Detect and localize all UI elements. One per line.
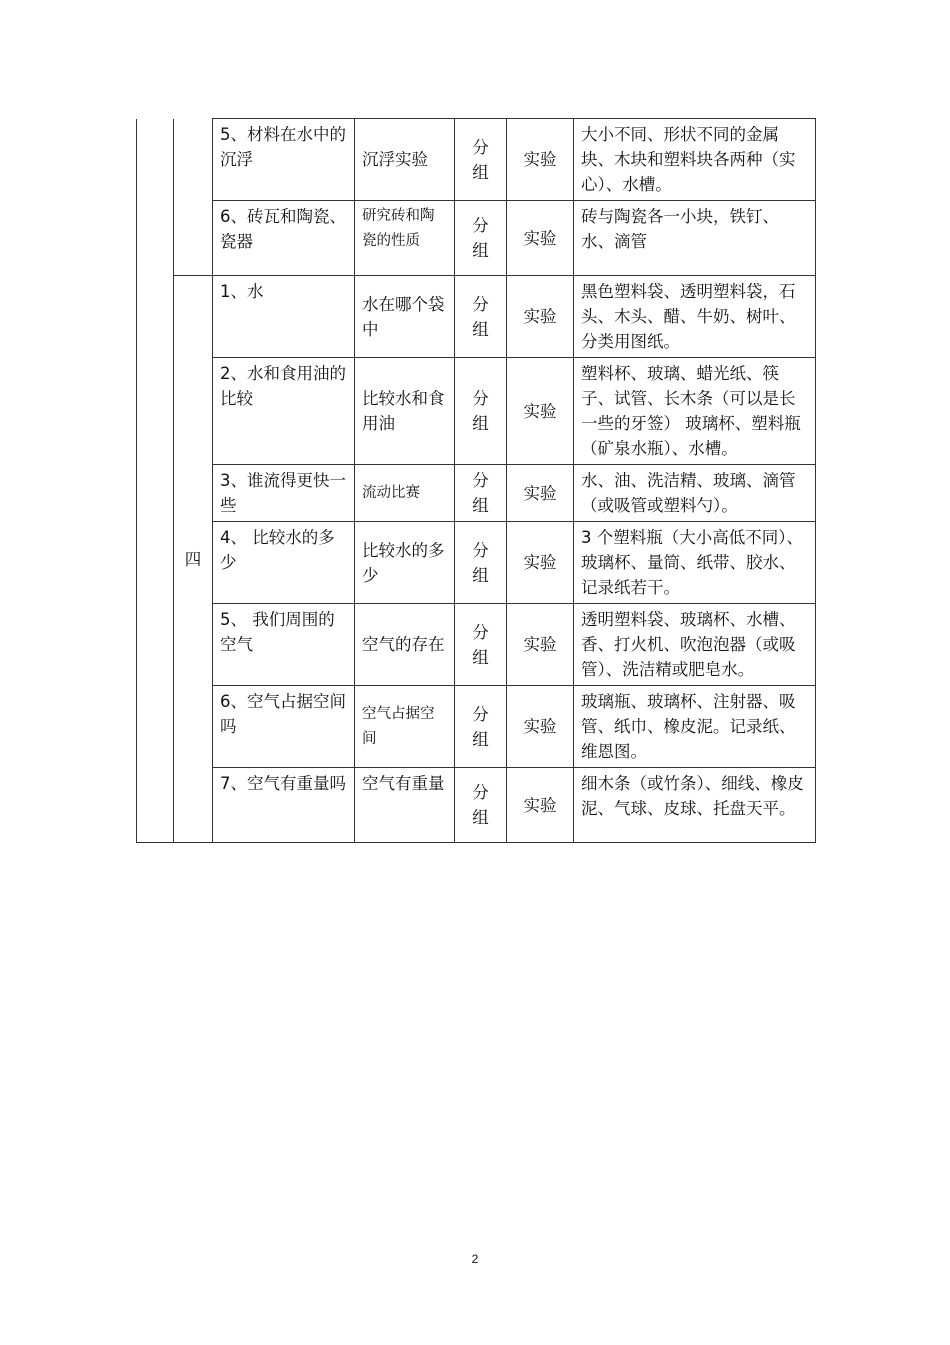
activity-cell: 空气占据空间 — [355, 686, 455, 768]
unit-cell: 四 — [174, 276, 213, 843]
table-row — [137, 768, 816, 843]
organization-cell: 分组 — [455, 119, 507, 201]
table-row — [137, 465, 816, 522]
materials-cell: 塑料杯、玻璃、蜡光纸、筷子、试管、长木条（可以是长一些的牙签） 玻璃杯、塑料瓶（矿泉水瓶）、水槽。 — [574, 358, 816, 465]
organization-cell: 分组 — [455, 201, 507, 276]
experiment-table — [136, 118, 816, 843]
materials-cell: 大小不同、形状不同的金属块、木块和塑料块各两种（实心）、水槽。 — [574, 119, 816, 201]
table-row — [137, 119, 816, 201]
materials-cell: 细木条（或竹条）、细线、橡皮泥、气球、皮球、托盘天平。 — [574, 768, 816, 843]
table-row — [137, 276, 816, 358]
materials-cell: 黑色塑料袋、透明塑料袋，石头、木头、醋、牛奶、树叶、分类用图纸。 — [574, 276, 816, 358]
lesson-cell: 5、 我们周围的空气 — [213, 604, 355, 686]
table-row — [137, 522, 816, 604]
organization-cell: 分组 — [455, 522, 507, 604]
type-cell: 实验 — [507, 768, 574, 843]
organization-cell: 分组 — [455, 358, 507, 465]
organization-cell: 分组 — [455, 768, 507, 843]
grade-cell — [137, 119, 174, 843]
lesson-cell: 2、水和食用油的比较 — [213, 358, 355, 465]
type-cell: 实验 — [507, 465, 574, 522]
type-cell: 实验 — [507, 276, 574, 358]
type-cell: 实验 — [507, 604, 574, 686]
type-cell: 实验 — [507, 201, 574, 276]
type-cell: 实验 — [507, 686, 574, 768]
activity-cell: 研究砖和陶瓷的性质 — [355, 201, 455, 276]
organization-cell: 分组 — [455, 465, 507, 522]
lesson-cell: 3、谁流得更快一些 — [213, 465, 355, 522]
lesson-cell: 7、空气有重量吗 — [213, 768, 355, 843]
table-row — [137, 686, 816, 768]
activity-cell: 空气有重量 — [355, 768, 455, 843]
lesson-cell: 5、材料在水中的沉浮 — [213, 119, 355, 201]
activity-cell: 比较水和食用油 — [355, 358, 455, 465]
materials-cell: 3 个塑料瓶（大小高低不同）、玻璃杯、量筒、纸带、胶水、记录纸若干。 — [574, 522, 816, 604]
activity-cell: 空气的存在 — [355, 604, 455, 686]
page-number: 2 — [471, 1252, 479, 1266]
organization-cell: 分组 — [455, 686, 507, 768]
materials-cell: 砖与陶瓷各一小块，铁钉、水、滴管 — [574, 201, 816, 276]
lesson-cell: 4、 比较水的多少 — [213, 522, 355, 604]
type-cell: 实验 — [507, 358, 574, 465]
lesson-cell: 6、砖瓦和陶瓷、瓷器 — [213, 201, 355, 276]
type-cell: 实验 — [507, 522, 574, 604]
materials-cell: 透明塑料袋、玻璃杯、水槽、香、打火机、吹泡泡器（或吸管）、洗洁精或肥皂水。 — [574, 604, 816, 686]
table-row — [137, 201, 816, 276]
organization-cell: 分组 — [455, 604, 507, 686]
lesson-cell: 1、水 — [213, 276, 355, 358]
type-cell: 实验 — [507, 119, 574, 201]
materials-cell: 玻璃瓶、玻璃杯、注射器、吸管、纸巾、橡皮泥。记录纸、维恩图。 — [574, 686, 816, 768]
table-row — [137, 604, 816, 686]
activity-cell: 比较水的多少 — [355, 522, 455, 604]
lesson-cell: 6、空气占据空间吗 — [213, 686, 355, 768]
table-row — [137, 358, 816, 465]
materials-cell: 水、油、洗洁精、玻璃、滴管（或吸管或塑料勺）。 — [574, 465, 816, 522]
activity-cell: 水在哪个袋中 — [355, 276, 455, 358]
unit-cell-empty — [174, 119, 213, 276]
activity-cell: 沉浮实验 — [355, 119, 455, 201]
activity-cell: 流动比赛 — [355, 465, 455, 522]
organization-cell: 分组 — [455, 276, 507, 358]
